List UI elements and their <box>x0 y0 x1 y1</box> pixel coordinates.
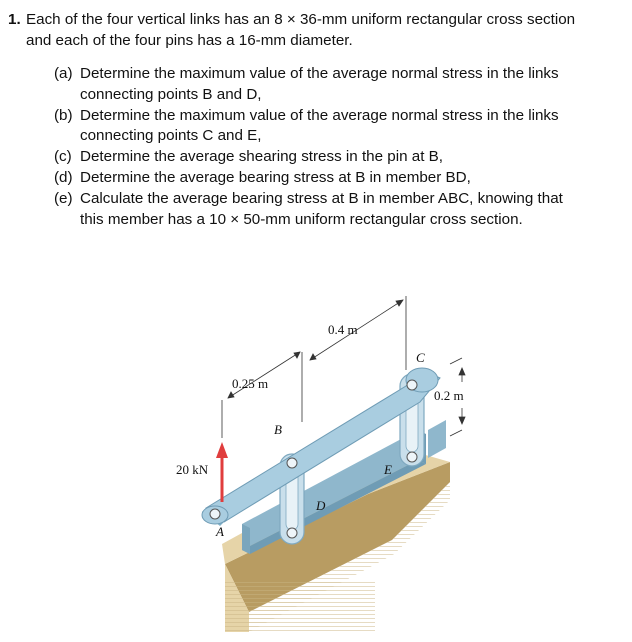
pin-b <box>287 458 297 468</box>
pin-c <box>407 380 417 390</box>
point-d-label: D <box>316 498 326 513</box>
part-label: (a) <box>54 65 73 82</box>
part-d <box>54 168 614 189</box>
point-a-label: A <box>216 524 224 539</box>
force-arrow <box>216 442 228 502</box>
part-text: Calculate the average bearing stress at B in member ABC, knowing that <box>80 189 563 207</box>
part-a <box>54 64 614 106</box>
part-text: Determine the average shearing stress in the pin at B, <box>80 148 444 166</box>
problem-block <box>8 9 624 51</box>
part-text: Determine the maximum value of the average normal stress in the links <box>80 106 559 124</box>
point-b-label: B <box>274 422 282 437</box>
pin-d <box>287 528 297 538</box>
part-text: connecting points C and E, <box>80 127 262 145</box>
point-e-label: E <box>384 462 392 477</box>
problem-number: 1. <box>8 11 21 28</box>
part-e <box>54 189 614 231</box>
point-c-label: C <box>416 350 425 365</box>
part-text: Determine the average bearing stress at B in member BD, <box>80 168 471 186</box>
dim-0-4-label: 0.4 m <box>328 322 358 337</box>
part-label: (b) <box>54 106 73 124</box>
part-label: (e) <box>54 189 73 207</box>
mechanism-diagram <box>150 282 500 632</box>
dim-0-2-label: 0.2 m <box>434 388 464 403</box>
part-label: (d) <box>54 168 73 186</box>
part-text: connecting points B and D, <box>80 85 262 103</box>
dim-0-25-label: 0.25 m <box>232 376 269 391</box>
statement-line-2: and each of the four pins has a 16-mm diameter. <box>26 32 353 49</box>
statement-line-1: Each of the four vertical links has an 8 × 36-mm uniform rectangular cross section <box>26 11 576 28</box>
force-label: 20 kN <box>176 462 209 477</box>
part-label: (c) <box>54 148 72 166</box>
dimension-lines <box>222 296 465 438</box>
pin-e <box>407 452 417 462</box>
part-text: this member has a 10 × 50-mm uniform rectangular cross section. <box>80 210 523 228</box>
part-text: Determine the maximum value of the average normal stress in the links <box>80 65 559 82</box>
part-b <box>54 106 614 148</box>
pin-a <box>210 509 220 519</box>
parts-list <box>54 64 614 230</box>
problem-statement <box>26 9 624 51</box>
mechanism-figure <box>150 282 500 637</box>
part-c <box>54 147 614 168</box>
